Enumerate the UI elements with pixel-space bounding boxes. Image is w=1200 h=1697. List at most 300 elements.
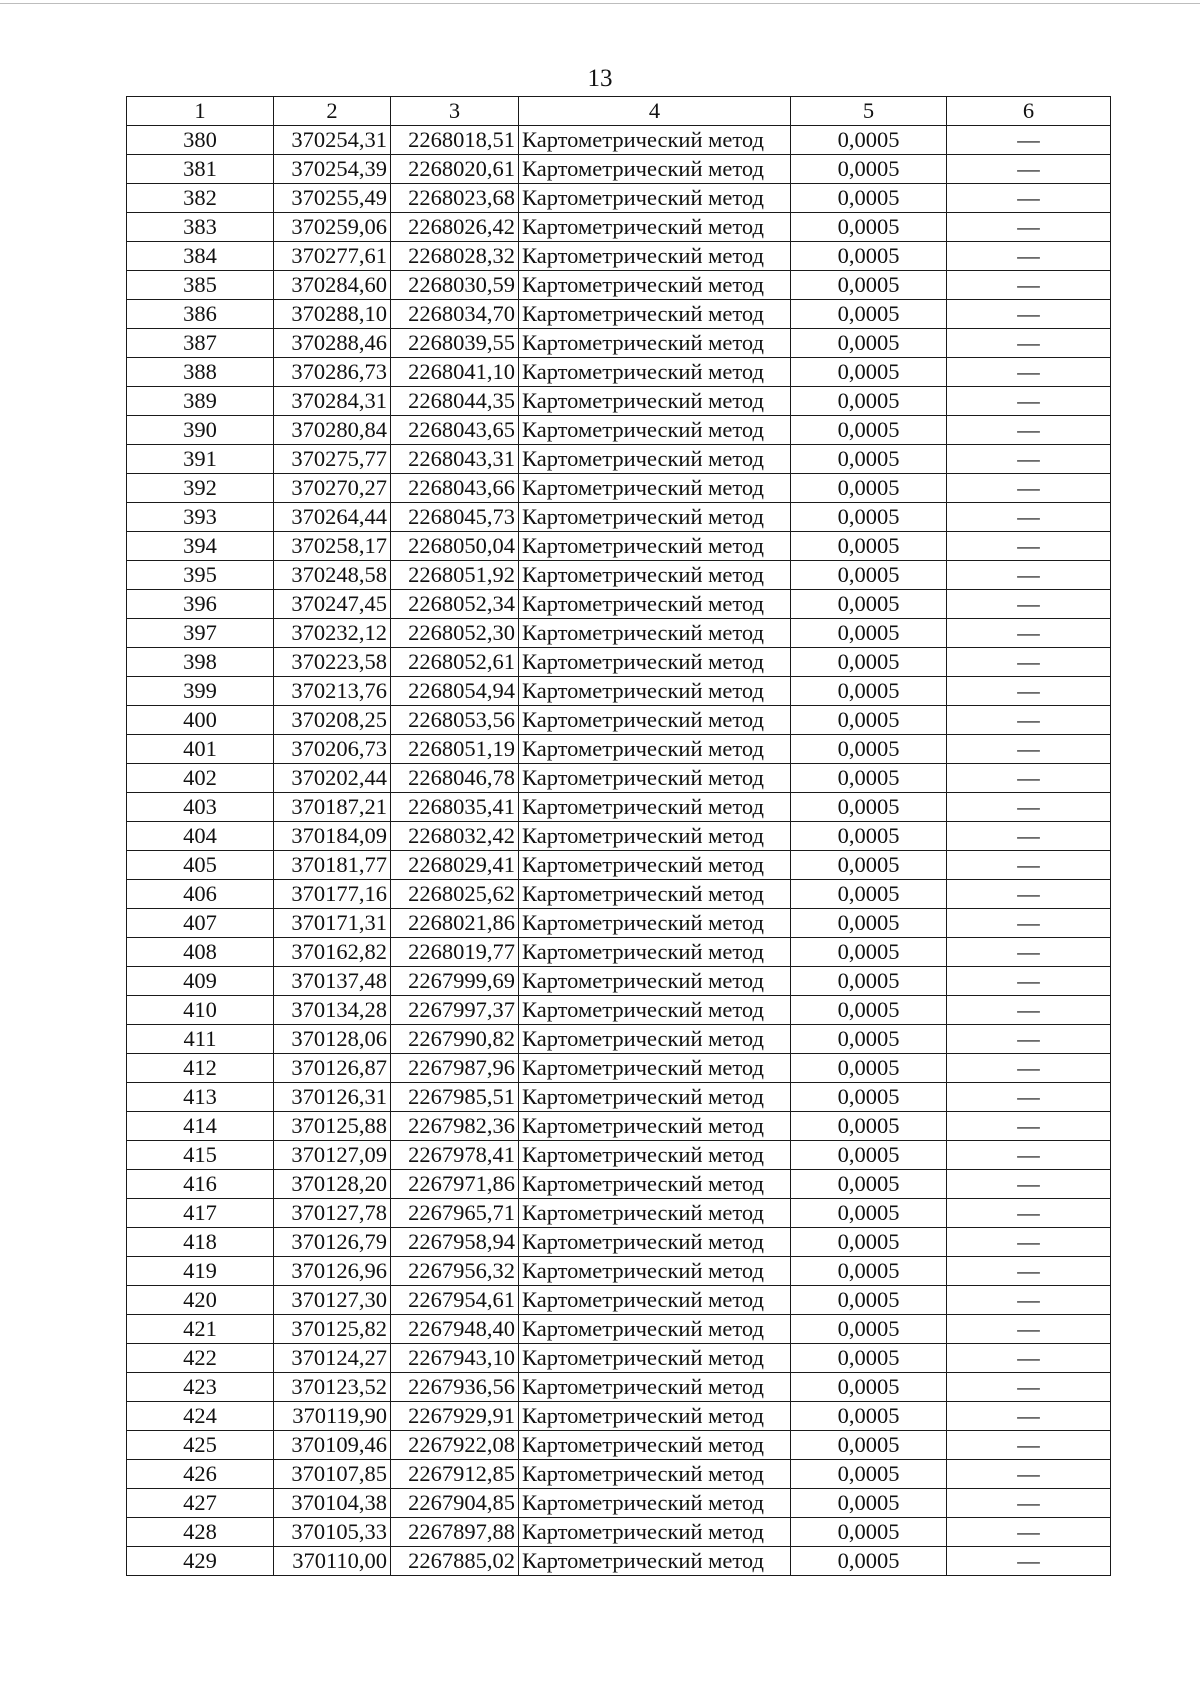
description-cell: — — [947, 271, 1111, 300]
description-cell: — — [947, 1489, 1111, 1518]
x-coordinate-cell: 370208,25 — [274, 706, 391, 735]
method-cell: Картометрический метод — [519, 764, 791, 793]
point-number-cell: 386 — [127, 300, 274, 329]
method-cell: Картометрический метод — [519, 416, 791, 445]
table-row — [127, 1344, 1111, 1373]
x-coordinate-cell: 370128,20 — [274, 1170, 391, 1199]
y-coordinate-cell: 2267997,37 — [391, 996, 519, 1025]
y-coordinate-cell: 2268052,61 — [391, 648, 519, 677]
accuracy-cell: 0,0005 — [791, 213, 947, 242]
method-cell: Картометрический метод — [519, 561, 791, 590]
description-cell: — — [947, 1054, 1111, 1083]
x-coordinate-cell: 370128,06 — [274, 1025, 391, 1054]
y-coordinate-cell: 2267954,61 — [391, 1286, 519, 1315]
table-row — [127, 1141, 1111, 1170]
x-coordinate-cell: 370270,27 — [274, 474, 391, 503]
method-cell: Картометрический метод — [519, 996, 791, 1025]
description-cell: — — [947, 242, 1111, 271]
point-number-cell: 413 — [127, 1083, 274, 1112]
table-row — [127, 938, 1111, 967]
y-coordinate-cell: 2267885,02 — [391, 1547, 519, 1576]
table-row — [127, 1025, 1111, 1054]
table-row — [127, 1373, 1111, 1402]
point-number-cell: 415 — [127, 1141, 274, 1170]
y-coordinate-cell: 2268043,31 — [391, 445, 519, 474]
table-row — [127, 271, 1111, 300]
point-number-cell: 387 — [127, 329, 274, 358]
accuracy-cell: 0,0005 — [791, 619, 947, 648]
point-number-cell: 425 — [127, 1431, 274, 1460]
accuracy-cell: 0,0005 — [791, 1112, 947, 1141]
point-number-cell: 393 — [127, 503, 274, 532]
table-row — [127, 822, 1111, 851]
x-coordinate-cell: 370206,73 — [274, 735, 391, 764]
accuracy-cell: 0,0005 — [791, 735, 947, 764]
description-cell: — — [947, 967, 1111, 996]
x-coordinate-cell: 370104,38 — [274, 1489, 391, 1518]
y-coordinate-cell: 2267912,85 — [391, 1460, 519, 1489]
table-row — [127, 996, 1111, 1025]
point-number-cell: 423 — [127, 1373, 274, 1402]
y-coordinate-cell: 2268043,65 — [391, 416, 519, 445]
table-row — [127, 677, 1111, 706]
accuracy-cell: 0,0005 — [791, 532, 947, 561]
accuracy-cell: 0,0005 — [791, 155, 947, 184]
method-cell: Картометрический метод — [519, 1344, 791, 1373]
x-coordinate-cell: 370255,49 — [274, 184, 391, 213]
x-coordinate-cell: 370254,39 — [274, 155, 391, 184]
x-coordinate-cell: 370105,33 — [274, 1518, 391, 1547]
point-number-cell: 412 — [127, 1054, 274, 1083]
page-top-rule — [0, 3, 1200, 4]
x-coordinate-cell: 370137,48 — [274, 967, 391, 996]
accuracy-cell: 0,0005 — [791, 1025, 947, 1054]
x-coordinate-cell: 370171,31 — [274, 909, 391, 938]
x-coordinate-cell: 370259,06 — [274, 213, 391, 242]
x-coordinate-cell: 370187,21 — [274, 793, 391, 822]
x-coordinate-cell: 370275,77 — [274, 445, 391, 474]
accuracy-cell: 0,0005 — [791, 1344, 947, 1373]
y-coordinate-cell: 2268030,59 — [391, 271, 519, 300]
description-cell: — — [947, 1257, 1111, 1286]
y-coordinate-cell: 2268043,66 — [391, 474, 519, 503]
accuracy-cell: 0,0005 — [791, 677, 947, 706]
point-number-cell: 429 — [127, 1547, 274, 1576]
accuracy-cell: 0,0005 — [791, 1402, 947, 1431]
point-number-cell: 407 — [127, 909, 274, 938]
method-cell: Картометрический метод — [519, 793, 791, 822]
accuracy-cell: 0,0005 — [791, 1489, 947, 1518]
accuracy-cell: 0,0005 — [791, 1547, 947, 1576]
x-coordinate-cell: 370248,58 — [274, 561, 391, 590]
point-number-cell: 409 — [127, 967, 274, 996]
page-number: 13 — [587, 65, 613, 92]
x-coordinate-cell: 370223,58 — [274, 648, 391, 677]
table-row — [127, 1431, 1111, 1460]
table-row — [127, 1199, 1111, 1228]
point-number-cell: 394 — [127, 532, 274, 561]
accuracy-cell: 0,0005 — [791, 1257, 947, 1286]
y-coordinate-cell: 2267948,40 — [391, 1315, 519, 1344]
table-row — [127, 184, 1111, 213]
method-cell: Картометрический метод — [519, 242, 791, 271]
table-row — [127, 967, 1111, 996]
description-cell: — — [947, 822, 1111, 851]
accuracy-cell: 0,0005 — [791, 938, 947, 967]
method-cell: Картометрический метод — [519, 909, 791, 938]
method-cell: Картометрический метод — [519, 1315, 791, 1344]
x-coordinate-cell: 370107,85 — [274, 1460, 391, 1489]
point-number-cell: 405 — [127, 851, 274, 880]
table-row — [127, 155, 1111, 184]
description-cell: — — [947, 1518, 1111, 1547]
point-number-cell: 388 — [127, 358, 274, 387]
method-cell: Картометрический метод — [519, 648, 791, 677]
y-coordinate-cell: 2268046,78 — [391, 764, 519, 793]
description-cell: — — [947, 1112, 1111, 1141]
accuracy-cell: 0,0005 — [791, 1170, 947, 1199]
method-cell: Картометрический метод — [519, 880, 791, 909]
column-header-2: 2 — [274, 97, 391, 126]
accuracy-cell: 0,0005 — [791, 387, 947, 416]
point-number-cell: 404 — [127, 822, 274, 851]
x-coordinate-cell: 370109,46 — [274, 1431, 391, 1460]
x-coordinate-cell: 370258,17 — [274, 532, 391, 561]
y-coordinate-cell: 2268041,10 — [391, 358, 519, 387]
y-coordinate-cell: 2267971,86 — [391, 1170, 519, 1199]
x-coordinate-cell: 370123,52 — [274, 1373, 391, 1402]
accuracy-cell: 0,0005 — [791, 1315, 947, 1344]
y-coordinate-cell: 2268025,62 — [391, 880, 519, 909]
method-cell: Картометрический метод — [519, 1054, 791, 1083]
x-coordinate-cell: 370110,00 — [274, 1547, 391, 1576]
description-cell: — — [947, 416, 1111, 445]
description-cell: — — [947, 474, 1111, 503]
point-number-cell: 399 — [127, 677, 274, 706]
description-cell: — — [947, 1547, 1111, 1576]
point-number-cell: 390 — [127, 416, 274, 445]
accuracy-cell: 0,0005 — [791, 1373, 947, 1402]
accuracy-cell: 0,0005 — [791, 851, 947, 880]
x-coordinate-cell: 370119,90 — [274, 1402, 391, 1431]
table-row — [127, 329, 1111, 358]
description-cell: — — [947, 1083, 1111, 1112]
table-row — [127, 242, 1111, 271]
point-number-cell: 384 — [127, 242, 274, 271]
accuracy-cell: 0,0005 — [791, 561, 947, 590]
table-row — [127, 387, 1111, 416]
x-coordinate-cell: 370264,44 — [274, 503, 391, 532]
method-cell: Картометрический метод — [519, 474, 791, 503]
description-cell: — — [947, 126, 1111, 155]
description-cell: — — [947, 764, 1111, 793]
y-coordinate-cell: 2268054,94 — [391, 677, 519, 706]
y-coordinate-cell: 2267897,88 — [391, 1518, 519, 1547]
method-cell: Картометрический метод — [519, 532, 791, 561]
table-row — [127, 909, 1111, 938]
y-coordinate-cell: 2268023,68 — [391, 184, 519, 213]
accuracy-cell: 0,0005 — [791, 1228, 947, 1257]
description-cell: — — [947, 590, 1111, 619]
accuracy-cell: 0,0005 — [791, 445, 947, 474]
description-cell: — — [947, 1286, 1111, 1315]
table-row — [127, 764, 1111, 793]
y-coordinate-cell: 2268050,04 — [391, 532, 519, 561]
accuracy-cell: 0,0005 — [791, 822, 947, 851]
y-coordinate-cell: 2267922,08 — [391, 1431, 519, 1460]
table-row — [127, 300, 1111, 329]
description-cell: — — [947, 155, 1111, 184]
accuracy-cell: 0,0005 — [791, 329, 947, 358]
description-cell: — — [947, 1460, 1111, 1489]
method-cell: Картометрический метод — [519, 387, 791, 416]
method-cell: Картометрический метод — [519, 967, 791, 996]
x-coordinate-cell: 370280,84 — [274, 416, 391, 445]
y-coordinate-cell: 2268044,35 — [391, 387, 519, 416]
table-row — [127, 358, 1111, 387]
accuracy-cell: 0,0005 — [791, 503, 947, 532]
y-coordinate-cell: 2268020,61 — [391, 155, 519, 184]
method-cell: Картометрический метод — [519, 1170, 791, 1199]
accuracy-cell: 0,0005 — [791, 416, 947, 445]
method-cell: Картометрический метод — [519, 619, 791, 648]
table-row — [127, 1547, 1111, 1576]
column-header-4: 4 — [519, 97, 791, 126]
y-coordinate-cell: 2268021,86 — [391, 909, 519, 938]
method-cell: Картометрический метод — [519, 155, 791, 184]
y-coordinate-cell: 2267965,71 — [391, 1199, 519, 1228]
x-coordinate-cell: 370247,45 — [274, 590, 391, 619]
table-body — [127, 126, 1111, 1576]
column-header-1: 1 — [127, 97, 274, 126]
x-coordinate-cell: 370288,10 — [274, 300, 391, 329]
point-number-cell: 418 — [127, 1228, 274, 1257]
point-number-cell: 385 — [127, 271, 274, 300]
description-cell: — — [947, 213, 1111, 242]
point-number-cell: 397 — [127, 619, 274, 648]
accuracy-cell: 0,0005 — [791, 1083, 947, 1112]
y-coordinate-cell: 2267929,91 — [391, 1402, 519, 1431]
y-coordinate-cell: 2268019,77 — [391, 938, 519, 967]
point-number-cell: 389 — [127, 387, 274, 416]
table-row — [127, 474, 1111, 503]
method-cell: Картометрический метод — [519, 1373, 791, 1402]
point-number-cell: 395 — [127, 561, 274, 590]
accuracy-cell: 0,0005 — [791, 184, 947, 213]
y-coordinate-cell: 2268052,34 — [391, 590, 519, 619]
method-cell: Картометрический метод — [519, 213, 791, 242]
method-cell: Картометрический метод — [519, 503, 791, 532]
method-cell: Картометрический метод — [519, 1025, 791, 1054]
method-cell: Картометрический метод — [519, 1547, 791, 1576]
table-row — [127, 1170, 1111, 1199]
method-cell: Картометрический метод — [519, 126, 791, 155]
accuracy-cell: 0,0005 — [791, 1431, 947, 1460]
method-cell: Картометрический метод — [519, 1228, 791, 1257]
x-coordinate-cell: 370134,28 — [274, 996, 391, 1025]
description-cell: — — [947, 445, 1111, 474]
accuracy-cell: 0,0005 — [791, 1054, 947, 1083]
y-coordinate-cell: 2267958,94 — [391, 1228, 519, 1257]
point-number-cell: 422 — [127, 1344, 274, 1373]
y-coordinate-cell: 2267943,10 — [391, 1344, 519, 1373]
description-cell: — — [947, 184, 1111, 213]
method-cell: Картометрический метод — [519, 851, 791, 880]
point-number-cell: 427 — [127, 1489, 274, 1518]
point-number-cell: 426 — [127, 1460, 274, 1489]
x-coordinate-cell: 370127,30 — [274, 1286, 391, 1315]
point-number-cell: 417 — [127, 1199, 274, 1228]
method-cell: Картометрический метод — [519, 1112, 791, 1141]
y-coordinate-cell: 2268018,51 — [391, 126, 519, 155]
accuracy-cell: 0,0005 — [791, 1199, 947, 1228]
description-cell: — — [947, 677, 1111, 706]
description-cell: — — [947, 329, 1111, 358]
point-number-cell: 403 — [127, 793, 274, 822]
point-number-cell: 391 — [127, 445, 274, 474]
y-coordinate-cell: 2267936,56 — [391, 1373, 519, 1402]
accuracy-cell: 0,0005 — [791, 1518, 947, 1547]
table-row — [127, 1083, 1111, 1112]
x-coordinate-cell: 370254,31 — [274, 126, 391, 155]
description-cell: — — [947, 648, 1111, 677]
x-coordinate-cell: 370126,96 — [274, 1257, 391, 1286]
description-cell: — — [947, 1199, 1111, 1228]
table-row — [127, 1112, 1111, 1141]
description-cell: — — [947, 1025, 1111, 1054]
table-row — [127, 590, 1111, 619]
accuracy-cell: 0,0005 — [791, 880, 947, 909]
y-coordinate-cell: 2268039,55 — [391, 329, 519, 358]
table-row — [127, 851, 1111, 880]
description-cell: — — [947, 793, 1111, 822]
point-number-cell: 408 — [127, 938, 274, 967]
y-coordinate-cell: 2267904,85 — [391, 1489, 519, 1518]
method-cell: Картометрический метод — [519, 938, 791, 967]
y-coordinate-cell: 2267987,96 — [391, 1054, 519, 1083]
x-coordinate-cell: 370162,82 — [274, 938, 391, 967]
table-row — [127, 1054, 1111, 1083]
table-row — [127, 1489, 1111, 1518]
method-cell: Картометрический метод — [519, 822, 791, 851]
method-cell: Картометрический метод — [519, 1083, 791, 1112]
point-number-cell: 396 — [127, 590, 274, 619]
accuracy-cell: 0,0005 — [791, 271, 947, 300]
point-number-cell: 424 — [127, 1402, 274, 1431]
table-row — [127, 1286, 1111, 1315]
description-cell: — — [947, 1141, 1111, 1170]
accuracy-cell: 0,0005 — [791, 967, 947, 996]
accuracy-cell: 0,0005 — [791, 474, 947, 503]
table-row — [127, 619, 1111, 648]
point-number-cell: 416 — [127, 1170, 274, 1199]
description-cell: — — [947, 735, 1111, 764]
x-coordinate-cell: 370126,31 — [274, 1083, 391, 1112]
method-cell: Картометрический метод — [519, 1489, 791, 1518]
description-cell: — — [947, 532, 1111, 561]
point-number-cell: 406 — [127, 880, 274, 909]
point-number-cell: 414 — [127, 1112, 274, 1141]
x-coordinate-cell: 370288,46 — [274, 329, 391, 358]
coordinates-table — [126, 96, 1111, 1576]
point-number-cell: 398 — [127, 648, 274, 677]
accuracy-cell: 0,0005 — [791, 706, 947, 735]
y-coordinate-cell: 2268028,32 — [391, 242, 519, 271]
table-row — [127, 213, 1111, 242]
description-cell: — — [947, 1431, 1111, 1460]
accuracy-cell: 0,0005 — [791, 358, 947, 387]
point-number-cell: 400 — [127, 706, 274, 735]
accuracy-cell: 0,0005 — [791, 909, 947, 938]
table-row — [127, 445, 1111, 474]
x-coordinate-cell: 370127,09 — [274, 1141, 391, 1170]
accuracy-cell: 0,0005 — [791, 1460, 947, 1489]
table-row — [127, 1518, 1111, 1547]
table-row — [127, 880, 1111, 909]
method-cell: Картометрический метод — [519, 358, 791, 387]
point-number-cell: 420 — [127, 1286, 274, 1315]
method-cell: Картометрический метод — [519, 445, 791, 474]
y-coordinate-cell: 2268052,30 — [391, 619, 519, 648]
accuracy-cell: 0,0005 — [791, 590, 947, 619]
point-number-cell: 383 — [127, 213, 274, 242]
y-coordinate-cell: 2268045,73 — [391, 503, 519, 532]
description-cell: — — [947, 503, 1111, 532]
point-number-cell: 381 — [127, 155, 274, 184]
description-cell: — — [947, 387, 1111, 416]
description-cell: — — [947, 706, 1111, 735]
description-cell: — — [947, 1344, 1111, 1373]
accuracy-cell: 0,0005 — [791, 793, 947, 822]
table-row — [127, 503, 1111, 532]
table-row — [127, 1257, 1111, 1286]
method-cell: Картометрический метод — [519, 706, 791, 735]
x-coordinate-cell: 370277,61 — [274, 242, 391, 271]
point-number-cell: 380 — [127, 126, 274, 155]
method-cell: Картометрический метод — [519, 735, 791, 764]
point-number-cell: 382 — [127, 184, 274, 213]
x-coordinate-cell: 370125,82 — [274, 1315, 391, 1344]
method-cell: Картометрический метод — [519, 1402, 791, 1431]
description-cell: — — [947, 1373, 1111, 1402]
y-coordinate-cell: 2268034,70 — [391, 300, 519, 329]
description-cell: — — [947, 1402, 1111, 1431]
point-number-cell: 428 — [127, 1518, 274, 1547]
description-cell: — — [947, 619, 1111, 648]
description-cell: — — [947, 1170, 1111, 1199]
description-cell: — — [947, 938, 1111, 967]
accuracy-cell: 0,0005 — [791, 126, 947, 155]
table-row — [127, 793, 1111, 822]
header-row — [127, 97, 1111, 126]
column-header-3: 3 — [391, 97, 519, 126]
x-coordinate-cell: 370232,12 — [274, 619, 391, 648]
y-coordinate-cell: 2267956,32 — [391, 1257, 519, 1286]
table-row — [127, 648, 1111, 677]
method-cell: Картометрический метод — [519, 329, 791, 358]
x-coordinate-cell: 370286,73 — [274, 358, 391, 387]
method-cell: Картометрический метод — [519, 677, 791, 706]
column-header-6: 6 — [947, 97, 1111, 126]
x-coordinate-cell: 370127,78 — [274, 1199, 391, 1228]
y-coordinate-cell: 2268053,56 — [391, 706, 519, 735]
y-coordinate-cell: 2268035,41 — [391, 793, 519, 822]
y-coordinate-cell: 2267990,82 — [391, 1025, 519, 1054]
x-coordinate-cell: 370126,87 — [274, 1054, 391, 1083]
table-row — [127, 532, 1111, 561]
y-coordinate-cell: 2268029,41 — [391, 851, 519, 880]
method-cell: Картометрический метод — [519, 1518, 791, 1547]
